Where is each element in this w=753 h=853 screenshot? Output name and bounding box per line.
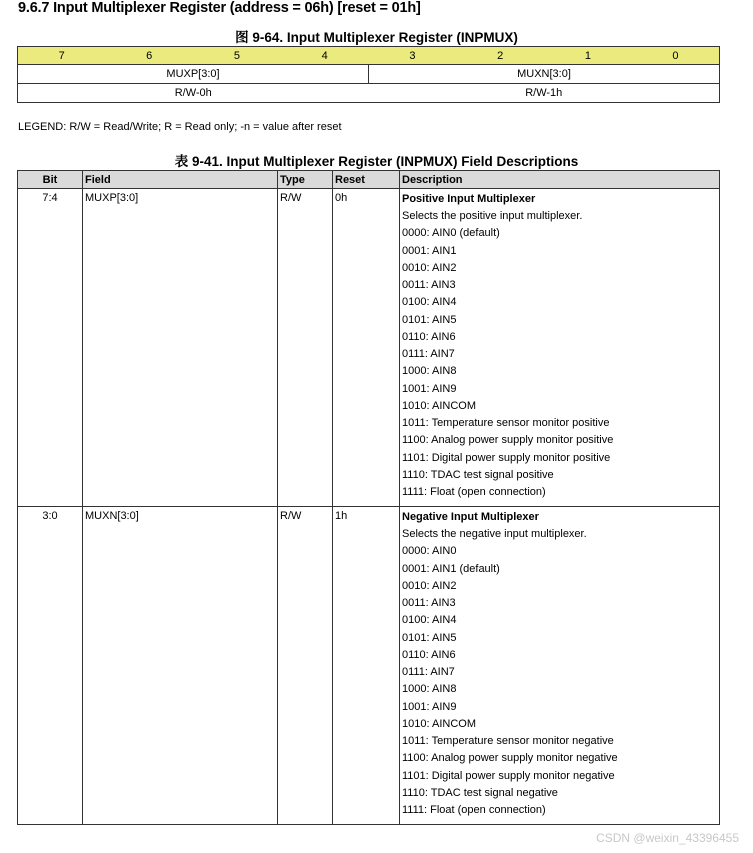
header-field: Field [83,171,278,189]
cell-field: MUXN[3:0] [83,507,278,825]
cell-reset: 1h [333,507,400,825]
register-field-muxp: MUXP[3:0] [18,65,369,84]
description-title: Positive Input Multiplexer [402,193,536,205]
description-line: 1101: Digital power supply monitor negative [402,769,615,782]
description-line: 0000: AIN0 (default) [402,227,500,240]
description-title: Negative Input Multiplexer [402,511,539,523]
watermark: CSDN @weixin_43396455 [596,831,739,845]
bit-header: 1 [544,47,632,65]
cell-field: MUXP[3:0] [83,189,278,507]
description-line: 0110: AIN6 [402,330,456,343]
register-field-muxn: MUXN[3:0] [369,65,720,84]
cell-description [400,189,720,507]
bit-header: 3 [369,47,457,65]
bit-header: 6 [105,47,193,65]
description-line: 1101: Digital power supply monitor positive [402,451,611,464]
description-line: 0100: AIN4 [402,614,457,627]
description-line: 1001: AIN9 [402,700,457,713]
header-reset: Reset [333,171,400,189]
description-line: 0000: AIN0 [402,545,457,558]
bit-header: 2 [456,47,544,65]
field-descriptions-table [17,170,720,825]
cell-type: R/W [278,507,333,825]
description-line: 0001: AIN1 [402,244,457,257]
cell-bit: 3:0 [18,507,83,825]
header-type: Type [278,171,333,189]
bit-header: 0 [632,47,720,65]
cell-bit: 7:4 [18,189,83,507]
header-bit: Bit [18,171,83,189]
description-line: 1000: AIN8 [402,683,457,696]
figure-caption: 图 9-64. Input Multiplexer Register (INPMUX) [235,30,518,45]
table-row [18,507,720,825]
register-access-muxn: R/W-1h [369,84,720,103]
description-line: 0011: AIN3 [402,597,456,609]
description-line: 0101: AIN5 [402,631,457,644]
description-line: 1100: Analog power supply monitor negative [402,752,618,765]
table-caption: 表 9-41. Input Multiplexer Register (INPMUX) Field Descriptions [174,154,579,169]
legend: LEGEND: R/W = Read/Write; R = Read only; -n = value after reset [18,121,342,133]
cell-type: R/W [278,189,333,507]
description-line: 0010: AIN2 [402,261,457,274]
bit-header: 7 [18,47,106,65]
description-line: 1100: Analog power supply monitor positive [402,434,614,447]
register-diagram [17,46,720,103]
cell-reset: 0h [333,189,400,507]
description-line: 0110: AIN6 [402,648,456,661]
description-line: 0111: AIN7 [402,666,455,678]
register-access-muxp: R/W-0h [18,84,369,103]
section-title: 9.6.7 Input Multiplexer Register (address = 06h) [reset = 01h] [18,0,421,16]
description-line: 1000: AIN8 [402,365,457,378]
bit-header: 4 [281,47,369,65]
description-line: 0011: AIN3 [402,279,456,291]
description-line: 1110: TDAC test signal negative [402,786,558,799]
description-line: 1010: AINCOM [402,399,476,412]
bit-header: 5 [193,47,281,65]
table-row [18,189,720,507]
description-line: 0010: AIN2 [402,579,457,592]
description-line: 0111: AIN7 [402,348,455,360]
description-line: 0001: AIN1 (default) [402,562,500,575]
description-line: Selects the negative input multiplexer. [402,528,587,540]
description-line: Selects the positive input multiplexer. [402,210,583,222]
description-line: 1111: Float (open connection) [402,804,546,816]
description-line: 0100: AIN4 [402,296,457,309]
description-line: 1111: Float (open connection) [402,486,546,498]
description-line: 1010: AINCOM [402,717,476,730]
description-line: 1001: AIN9 [402,382,457,395]
header-description: Description [400,171,720,189]
description-line: 1011: Temperature sensor monitor negative [402,735,614,747]
description-line: 0101: AIN5 [402,313,457,326]
cell-description [400,507,720,825]
description-line: 1110: TDAC test signal positive [402,468,554,481]
description-line: 1011: Temperature sensor monitor positive [402,417,610,429]
